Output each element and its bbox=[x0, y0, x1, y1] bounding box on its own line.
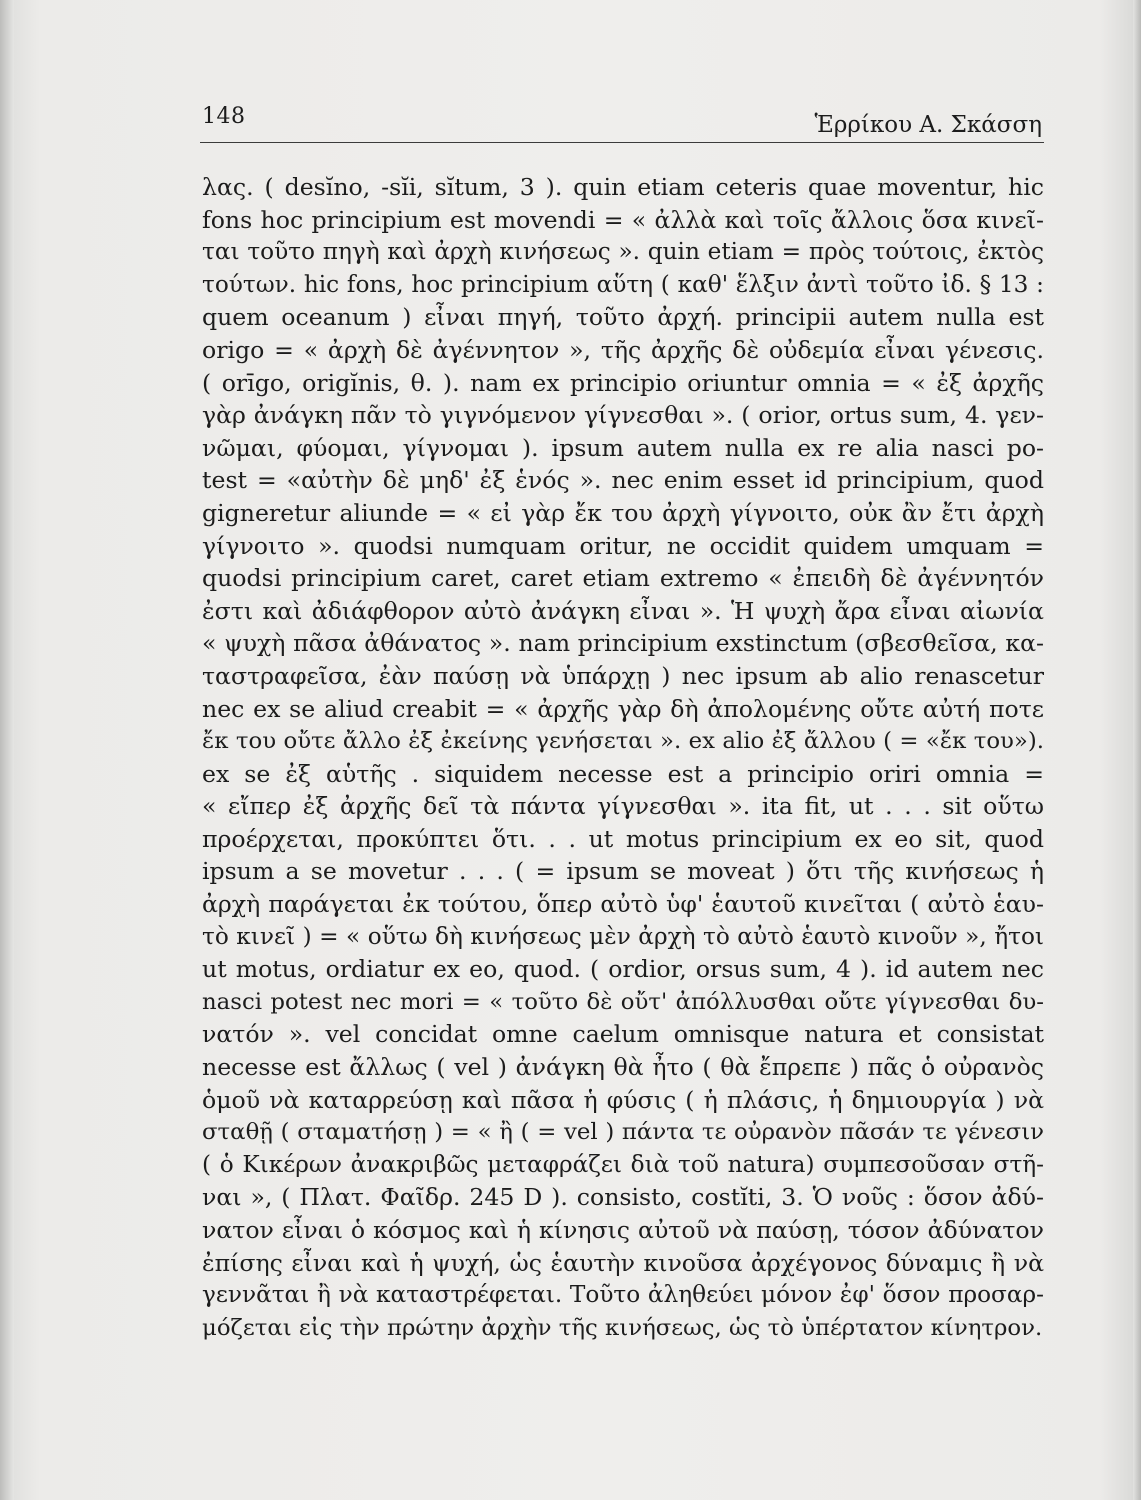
text-line: « εἴπερ ἐξ ἀρχῆς δεῖ τὰ πάντα γίγνεσθαι ». ita fit, ut . . . sit οὕτω bbox=[202, 792, 1044, 821]
text-line: νῶμαι, φύομαι, γίγνομαι ). ipsum autem nulla ex re alia nasci po- bbox=[202, 433, 1044, 462]
text-line: ἔκ του οὔτε ἄλλο ἐξ ἐκείνης γενήσεται ». ex alio ἐξ ἄλλου ( = «ἔκ του»). bbox=[202, 728, 1044, 755]
text-line: γίγνοιτο ». quodsi numquam oritur, ne occidit quidem umquam = bbox=[202, 531, 1044, 560]
text-line: προέρχεται, προκύπτει ὅτι. . . ut motus principium ex eo sit, quod bbox=[202, 824, 1044, 853]
text-line: μόζεται εἰς τὴν πρώτην ἀρχὴν τῆς κινήσεως, ὡς τὸ ὑπέρτατον κίνητρον. bbox=[202, 1314, 1043, 1341]
text-line: gigneretur aliunde = « εἰ γὰρ ἔκ του ἀρχὴ γίγνοιτο, οὐκ ἂν ἔτι ἀρχὴ bbox=[202, 498, 1044, 527]
text-line: τὸ κινεῖ ) = « οὕτω δὴ κινήσεως μὲν ἀρχὴ τὸ αὐτὸ ἑαυτὸ κινοῦν », ἤτοι bbox=[202, 922, 1044, 950]
text-line: quem oceanum ) εἶναι πηγή, τοῦτο ἀρχή. principii autem nulla est bbox=[202, 303, 1044, 332]
text-line: ipsum a se movetur . . . ( = ipsum se moveat ) ὅτι τῆς κινήσεως ἡ bbox=[202, 857, 1044, 886]
text-line: ( orīgo, origĭnis, θ. ). nam ex principio oriuntur omnia = « ἐξ ἀρχῆς bbox=[202, 368, 1044, 397]
text-line: λας. ( desĭno, -sĭi, sĭtum, 3 ). quin etiam ceteris quae moventur, hic bbox=[202, 173, 1044, 201]
text-line: origo = « ἀρχὴ δὲ ἀγέννητον », τῆς ἀρχῆς δὲ οὐδεμία εἶναι γένεσις. bbox=[202, 335, 1044, 364]
text-line: ἐπίσης εἶναι καὶ ἡ ψυχή, ὡς ἑαυτὴν κινοῦσα ἀρχέγονος δύναμις ἢ νὰ bbox=[202, 1248, 1044, 1277]
text-line: νατον εἶναι ὁ κόσμος καὶ ἡ κίνησις αὐτοῦ νὰ παύσῃ, τόσον ἀδύνατον bbox=[202, 1216, 1044, 1244]
text-line: τούτων. hic fons, hoc principium αὕτη ( καθ' ἕλξιν ἀντὶ τοῦτο ἰδ. § 13 : bbox=[202, 270, 1044, 298]
text-line: σταθῇ ( σταματήσῃ ) = « ἢ ( = vel ) πάντα τε οὐρανὸν πᾶσάν τε γένεσιν bbox=[202, 1119, 1044, 1146]
page-gutter-shadow bbox=[0, 0, 14, 1500]
text-line: nasci potest nec mori = « τοῦτο δὲ οὔτ' ἀπόλλυσθαι οὔτε γίγνεσθαι δυ- bbox=[202, 988, 1044, 1015]
text-line: ταστραφεῖσα, ἐὰν παύσῃ νὰ ὑπάρχῃ ) nec ipsum ab alio renascetur bbox=[202, 661, 1044, 690]
text-line: ἀρχὴ παράγεται ἐκ τούτου, ὅπερ αὐτὸ ὑφ' ἑαυτοῦ κινεῖται ( αὐτὸ ἑαυ- bbox=[202, 890, 1044, 919]
text-line: γεννᾶται ἢ νὰ καταστρέφεται. Τοῦτο ἀληθεύει μόνον ἐφ' ὅσον προσαρ- bbox=[202, 1281, 1044, 1309]
text-line: ναι », ( Πλατ. Φαῖδρ. 245 D ). consisto, costĭti, 3. Ὁ νοῦς : ὅσον ἀδύ- bbox=[202, 1183, 1044, 1212]
running-head bbox=[200, 102, 1044, 146]
text-line: ut motus, ordiatur ex eo, quod. ( ordior, orsus sum, 4 ). id autem nec bbox=[202, 955, 1044, 984]
text-line: nec ex se aliud creabit = « ἀρχῆς γὰρ δὴ ἀπολομένης οὔτε αὐτή ποτε bbox=[202, 694, 1044, 723]
commentary-text bbox=[202, 171, 1044, 1344]
text-line: quodsi principium caret, caret etiam extremo « ἐπειδὴ δὲ ἀγέννητόν bbox=[202, 564, 1044, 593]
header-rule bbox=[200, 142, 1044, 143]
running-title: Ἑρρίκου Α. Σκάσση bbox=[814, 112, 1042, 138]
text-line: necesse est ἄλλως ( vel ) ἀνάγκη θὰ ἦτο ( θὰ ἔπρεπε ) πᾶς ὁ οὐρανὸς bbox=[202, 1053, 1044, 1082]
text-line: « ψυχὴ πᾶσα ἀθάνατος ». nam principium exstinctum (σβεσθεῖσα, κα- bbox=[202, 629, 1044, 658]
text-line: test = «αὐτὴν δὲ μηδ' ἐξ ἑνός ». nec enim esset id principium, quod bbox=[202, 466, 1044, 495]
text-line: ( ὁ Κικέρων ἀνακριβῶς μεταφράζει διὰ τοῦ natura) συμπεσοῦσαν στῆ- bbox=[202, 1150, 1044, 1178]
text-line: ται τοῦτο πηγὴ καὶ ἀρχὴ κινήσεως ». quin etiam = πρὸς τούτοις, ἐκτὸς bbox=[202, 238, 1044, 266]
text-line: ex se ἐξ αὑτῆς . siquidem necesse est a principio oriri omnia = bbox=[202, 759, 1044, 788]
page-edge-shadow bbox=[1133, 0, 1141, 1500]
text-line: ἐστι καὶ ἀδιάφθορον αὐτὸ ἀνάγκη εἶναι ». Ἡ ψυχὴ ἄρα εἶναι αἰωνία bbox=[202, 596, 1044, 625]
text-line: fons hoc principium est movendi = « ἀλλὰ καὶ τοῖς ἄλλοις ὅσα κινεῖ- bbox=[202, 205, 1044, 234]
text-line: ὁμοῦ νὰ καταρρεύσῃ καὶ πᾶσα ἡ φύσις ( ἡ πλάσις, ἡ δημιουργία ) νὰ bbox=[202, 1085, 1044, 1114]
text-line: νατόν ». vel concidat omne caelum omnisque natura et consistat bbox=[202, 1020, 1044, 1049]
page-number: 148 bbox=[202, 104, 246, 129]
text-line: γὰρ ἀνάγκη πᾶν τὸ γιγνόμενον γίγνεσθαι ». ( orior, ortus sum, 4. γεν- bbox=[202, 401, 1044, 430]
